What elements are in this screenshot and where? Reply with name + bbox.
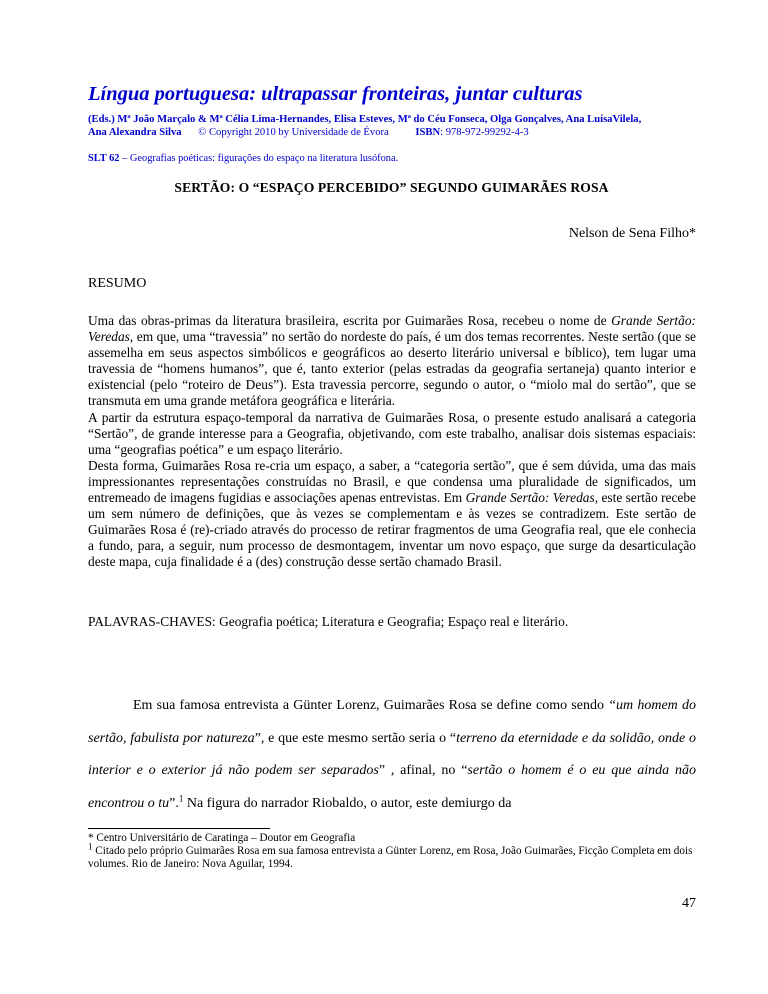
footnote-star: * Centro Universitário de Caratinga – Doutor em Geografia <box>88 832 356 844</box>
abstract-paragraph-2: A partir da estrutura espaço-temporal da narrativa de Guimarães Rosa, o presente estudo analisará a categoria “Sertão”, de grande interesse para a Geografia, objetivando, com este trabalho, analisar dois sistemas espaciais: uma “geografias poética” e um espaço literário. <box>88 409 696 457</box>
footnotes <box>88 832 696 872</box>
isbn-value: : 978-972-99292-4-3 <box>440 127 529 138</box>
article-title: SERTÃO: O “ESPAÇO PERCEBIDO” SEGUNDO GUIMARÃES ROSA <box>174 180 609 195</box>
editors-block <box>88 113 698 139</box>
session-line <box>88 152 688 165</box>
footnote-1: $^1$ Citado pelo próprio Guimarães Rosa em sua famosa entrevista a Günter Lorenz, em Rosa, João Guimarães, Ficção Completa em dois volumes. Rio de Janeiro: Nova Aguilar, 1994. <box>88 841 693 871</box>
session-code: SLT 62 <box>88 153 120 164</box>
session-text: – Geografias poéticas: figurações do espaço na literatura lusófona. <box>119 153 399 164</box>
author-name: Nelson de Sena Filho* <box>568 226 696 241</box>
body-text <box>88 690 696 820</box>
copyright-text: © Copyright 2010 by Universidade de Évora <box>198 127 389 138</box>
isbn-label: ISBN <box>415 127 441 138</box>
abstract-paragraph-1: Uma das obras-primas da literatura brasileira, escrita por Guimarães Rosa, recebeu o nome de Grande Sertão: Veredas, em que, uma “travessia” no sertão do nordeste do país, é um dos temas recorrentes. Neste sertão (que se assemelha em seus aspectos simbólicos e geográficos ao deserto literário universal e bíblico), tem lugar uma travessia de “homens humanos”, que é, tanto exterior (pelas estradas da geografia sertaneja) quanto interior e existencial (pelo “roteiro de Deus”). Esta travessia percorre, segundo o autor, o “miolo mal do sertão”, que se transmuta em uma grande metáfora geográfica e literária. <box>88 313 696 409</box>
footnote-divider <box>88 828 270 829</box>
keywords-line: PALAVRAS-CHAVES: Geografia poética; Literatura e Geografia; Espaço real e literário. <box>88 614 569 629</box>
page-number: 47 <box>682 896 696 911</box>
abstract-paragraph-3: Desta forma, Guimarães Rosa re-cria um espaço, a saber, a “categoria sertão”, que é sem dúvida, uma das mais impressionantes representações construídas no Brasil, e que condensa uma pluralidade de significados, um entremeado de imagens fugidias e associações apenas entrevistas. Em Grande Sertão: Veredas, este sertão recebe um sem número de definições, que às vezes se complementam e às vezes se contradizem. Este sertão de Guimarães Rosa é (re)-criado através do processo de retirar fragmentos de uma Geografia real, que ele conhecia a fundo, para, a seguir, num processo de desmontagem, inventar um novo espaço, que surge da desarticulação deste mapa, cuja finalidade é a (des) construção desse sertão chamado Brasil. <box>88 457 696 570</box>
footnote-ref-1: 1 <box>178 792 184 803</box>
body-paragraph-1: Em sua famosa entrevista a Günter Lorenz, Guimarães Rosa se define como sendo “um homem do sertão, fabulista por natureza”, e que este mesmo sertão seria o “terreno da eternidade e da solidão, onde o interior e o exterior já não podem ser separados” , afinal, no “sertão o homem é o eu que ainda não encontrou o tu”.$^1$ Na figura do narrador Riobaldo, o autor, este demiurgo da <box>88 698 697 811</box>
book-title: Língua portuguesa: ultrapassar fronteiras, juntar culturas <box>88 83 583 105</box>
editors-line-1: (Eds.) Mª João Marçalo & Mª Célia Lima-Hernandes, Elisa Esteves, Mª do Céu Fonseca, Olga Gonçalves, Ana LuísaVilela, <box>88 114 642 125</box>
editors-line-2 <box>88 126 698 139</box>
abstract-heading: RESUMO <box>88 276 147 291</box>
abstract-body <box>88 313 696 571</box>
editors-names-last: Ana Alexandra Silva <box>88 127 182 138</box>
